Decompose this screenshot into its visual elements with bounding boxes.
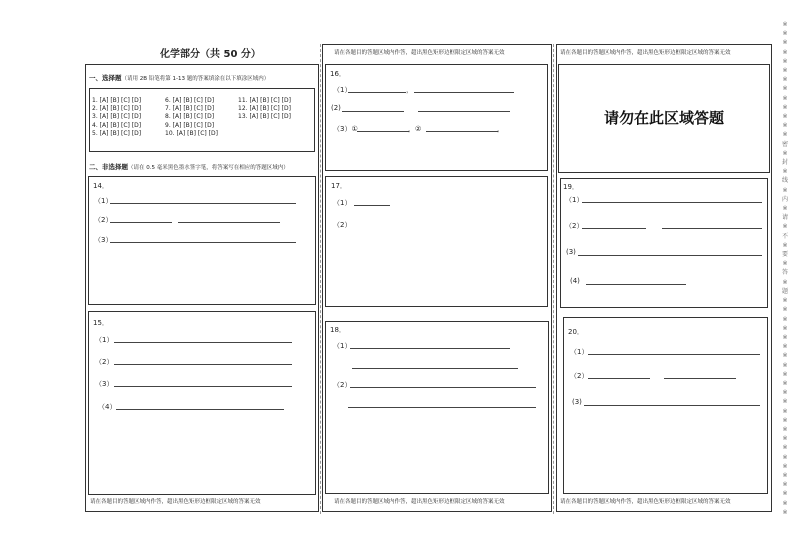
q16-sub2-label: (2) bbox=[331, 104, 341, 112]
column-divider bbox=[553, 44, 554, 514]
choice-item-5[interactable]: 5. [A] [B] [C] [D] bbox=[92, 129, 142, 137]
column-1-footer-instruction: 请在各题目的答题区域内作答，超出黑色矩形边框限定区域的答案无效 bbox=[90, 499, 261, 505]
choice-item-11[interactable]: 11. [A] [B] [C] [D] bbox=[238, 97, 291, 104]
column-divider bbox=[320, 44, 321, 514]
q14-answer-box[interactable] bbox=[88, 176, 316, 305]
q20-sub2-line-a[interactable] bbox=[588, 378, 650, 379]
q16-sub1-label: （1） bbox=[333, 86, 352, 94]
q15-sub3-line[interactable] bbox=[114, 386, 292, 387]
q16-sub2-line-b[interactable] bbox=[418, 111, 510, 112]
q19-sub2-label: （2） bbox=[565, 222, 584, 230]
choice-item-4[interactable]: 4. [A] [B] [C] [D] bbox=[92, 121, 142, 129]
q14-sub2-line-b[interactable] bbox=[178, 222, 280, 223]
no-answer-zone-text: 请勿在此区域答题 bbox=[603, 109, 724, 127]
part1-title: 一、选择题 bbox=[89, 74, 122, 82]
choice-item-8[interactable]: 8. [A] [B] [C] [D] bbox=[165, 113, 215, 121]
q14-sub2-label: （2） bbox=[94, 216, 113, 224]
q14-sub3-label: （3） bbox=[94, 236, 113, 244]
q17-answer-box[interactable] bbox=[325, 176, 548, 307]
q15-answer-box[interactable] bbox=[88, 311, 316, 495]
q15-sub2-line[interactable] bbox=[114, 364, 292, 365]
column-3-footer-instruction: 请在各题目的答题区域内作答，超出黑色矩形边框限定区域的答案无效 bbox=[560, 499, 731, 505]
q20-sub1-line[interactable] bbox=[588, 354, 760, 355]
choice-item-10[interactable]: 10. [A] [B] [C] [D] bbox=[165, 129, 218, 137]
q15-sub4-line[interactable] bbox=[116, 409, 284, 410]
q17-sub1-line[interactable] bbox=[354, 205, 390, 206]
part1-note: （请用 2B 铅笔将第 1-13 题的答案填涂在以下填涂区域内） bbox=[121, 76, 270, 82]
q16-sub1-line-a[interactable] bbox=[348, 92, 406, 93]
choice-item-13[interactable]: 13. [A] [B] [C] [D] bbox=[238, 113, 291, 121]
q16-sub3-line-a[interactable] bbox=[357, 131, 409, 132]
section-title: 化学部分（共 50 分） bbox=[160, 49, 261, 60]
q14-sub3-line[interactable] bbox=[110, 242, 296, 243]
q19-sub3-label: (3) bbox=[566, 248, 576, 256]
q14-sub2-line-a[interactable] bbox=[110, 222, 172, 223]
q20-sub3-line[interactable] bbox=[584, 405, 760, 406]
choice-item-6[interactable]: 6. [A] [B] [C] [D] bbox=[165, 97, 215, 104]
choice-item-7[interactable]: 7. [A] [B] [C] [D] bbox=[165, 105, 215, 113]
q17-sub1-label: （1） bbox=[333, 199, 352, 207]
part2-header bbox=[89, 163, 289, 172]
q17-sub2-label: （2） bbox=[333, 221, 352, 229]
q15-sub2-label: （2） bbox=[95, 358, 114, 366]
q20-sub3-label: (3) bbox=[572, 398, 582, 406]
q18-sub2-label: （2） bbox=[333, 381, 352, 389]
q20-sub1-label: （1） bbox=[570, 348, 589, 356]
q18-sub2-line-a[interactable] bbox=[350, 387, 536, 388]
q14-number: 14． bbox=[93, 182, 109, 190]
part2-title: 二、非选择题 bbox=[89, 163, 128, 171]
q19-sub4-label: (4) bbox=[570, 277, 580, 285]
q18-number: 18． bbox=[330, 326, 346, 334]
choice-item-3[interactable]: 3. [A] [B] [C] [D] bbox=[92, 113, 142, 121]
q16-answer-box[interactable] bbox=[325, 64, 548, 171]
q18-sub1-label: （1） bbox=[333, 342, 352, 350]
part1-header bbox=[89, 74, 269, 83]
q16-sub1-line-b[interactable] bbox=[414, 92, 514, 93]
q16-sub3-end: ， bbox=[497, 125, 504, 133]
choice-item-1[interactable]: 1. [A] [B] [C] [D] bbox=[92, 97, 142, 104]
q18-sub1-line-a[interactable] bbox=[350, 348, 510, 349]
q19-sub1-line[interactable] bbox=[582, 202, 762, 203]
q14-sub1-line[interactable] bbox=[110, 203, 296, 204]
q16-sub1-comma: ， bbox=[406, 86, 413, 94]
q15-sub1-label: （1） bbox=[95, 336, 114, 344]
choice-item-9[interactable]: 9. [A] [B] [C] [D] bbox=[165, 121, 215, 129]
column-3-header-instruction: 请在各题目的答题区域内作答，超出黑色矩形边框限定区域的答案无效 bbox=[560, 50, 731, 56]
part2-note: （请在 0.5 毫米黑色墨水签字笔，将答案写在相应的答题区域内） bbox=[128, 165, 289, 171]
q15-sub1-line[interactable] bbox=[114, 342, 292, 343]
q16-number: 16． bbox=[330, 70, 346, 78]
q19-sub1-label: （1） bbox=[565, 196, 584, 204]
q17-number: 17． bbox=[331, 182, 347, 190]
q20-sub2-label: （2） bbox=[570, 372, 589, 380]
column-2-footer-instruction: 请在各题目的答题区域内作答，超出黑色矩形边框限定区域的答案无效 bbox=[334, 499, 505, 505]
q15-sub4-label: （4） bbox=[98, 403, 117, 411]
choice-item-2[interactable]: 2. [A] [B] [C] [D] bbox=[92, 105, 142, 113]
q20-number: 20． bbox=[568, 328, 584, 336]
column-2-header-instruction: 请在各题目的答题区域内作答，超出黑色矩形边框限定区域的答案无效 bbox=[334, 50, 505, 56]
choice-item-12[interactable]: 12. [A] [B] [C] [D] bbox=[238, 105, 291, 113]
q16-sub3-label: （3）① bbox=[333, 125, 358, 133]
seal-line-strip: ※ ※ ※ ※ ※ ※ ※ ※ ※ ※ ※ ※ ※ 密 ※ 封 ※ 线 ※ 内 ※ 请 ※ 不 ※ 要 ※ 答 ※ 题 ※ ※ ※ ※ ※ ※ ※ ※ ※ ※ ※ ※ ※ ※ ※ ※ ※ ※ ※ ※ ※ ※ ※ ※ bbox=[781, 21, 788, 516]
q19-answer-box[interactable] bbox=[560, 178, 768, 308]
q19-number: 19． bbox=[563, 183, 579, 191]
q18-sub2-line-b[interactable] bbox=[348, 407, 536, 408]
q19-sub4-line[interactable] bbox=[586, 284, 686, 285]
q16-sub3-line-b[interactable] bbox=[426, 131, 498, 132]
q15-sub3-label: （3） bbox=[95, 380, 114, 388]
q19-sub2-line-a[interactable] bbox=[582, 228, 646, 229]
q14-sub1-label: （1） bbox=[94, 197, 113, 205]
q16-sub2-line-a[interactable] bbox=[342, 111, 404, 112]
q15-number: 15． bbox=[93, 319, 109, 327]
q19-sub3-line[interactable] bbox=[578, 255, 762, 256]
q19-sub2-line-b[interactable] bbox=[662, 228, 762, 229]
q20-sub2-line-b[interactable] bbox=[664, 378, 736, 379]
q16-sub3-mid: ，② bbox=[408, 125, 422, 133]
q18-sub1-line-b[interactable] bbox=[352, 368, 518, 369]
